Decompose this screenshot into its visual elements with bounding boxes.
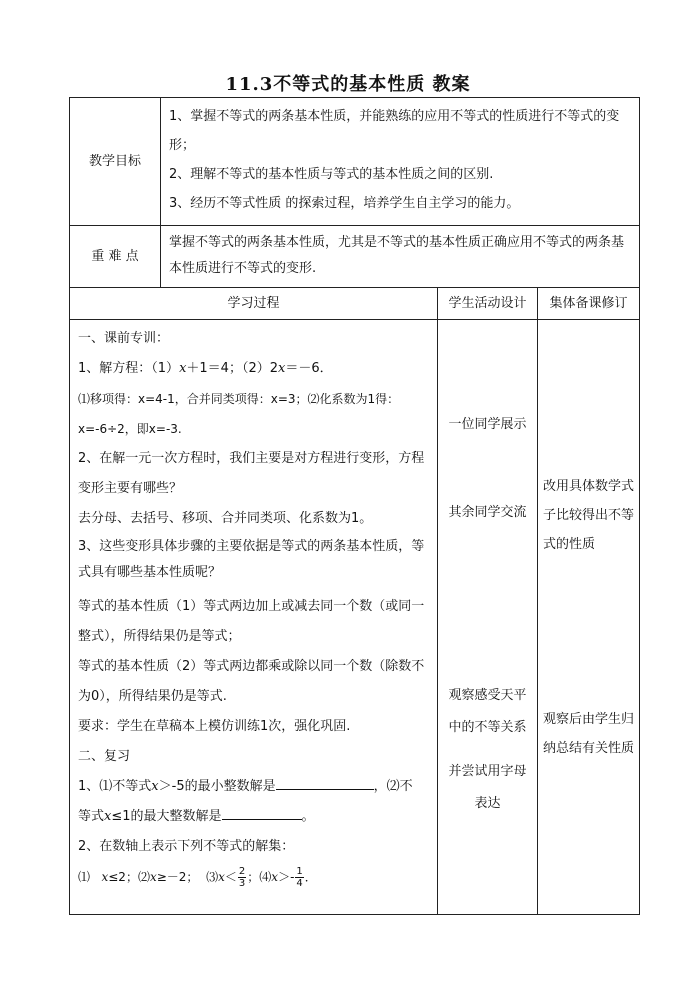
goal-item: 1、掌握不等式的两条基本性质，并能熟练的应用不等式的性质进行不等式的变形； bbox=[169, 109, 620, 153]
answer-2: 去分母、去括号、移项、合并同类项、化系数为1。 bbox=[78, 511, 373, 526]
equation-property-2: 等式的基本性质（2）等式两边都乘或除以同一个数（除数不为0），所得结果仍是等式. bbox=[78, 659, 425, 704]
question-2: 2、在解一元一次方程时，我们主要是对方程进行变形，方程变形主要有哪些？ bbox=[78, 451, 425, 496]
content-row bbox=[70, 320, 640, 915]
key-points-label: 重 难 点 bbox=[70, 226, 161, 288]
requirement: 要求：学生在草稿本上模仿训练1次，强化巩固. bbox=[78, 719, 351, 734]
key-points-row bbox=[70, 226, 640, 288]
page-title: 11.3不等式的基本性质 教案 bbox=[225, 74, 471, 95]
section-heading: 二、复习 bbox=[78, 749, 131, 764]
review-question-2: 2、在数轴上表示下列不等式的解集： bbox=[78, 839, 295, 854]
review-question-1-cont: 等式x≤1的最大整数解是 。 bbox=[78, 802, 429, 832]
goals-label: 教学目标 bbox=[70, 98, 161, 226]
goals-row bbox=[70, 98, 640, 226]
process-content bbox=[70, 320, 438, 915]
answer-blank[interactable] bbox=[222, 803, 302, 820]
goals-content bbox=[161, 98, 640, 226]
lesson-plan-table bbox=[69, 97, 640, 915]
goal-item: 3、经历不等式性质 的探索过程，培养学生自主学习的能力。 bbox=[169, 196, 520, 211]
key-points-content bbox=[161, 226, 640, 288]
revision-item: 观察后由学生归纳总结有关性质 bbox=[543, 712, 635, 756]
student-activity-item: 一位同学展示 bbox=[448, 417, 527, 432]
header-row bbox=[70, 288, 640, 320]
student-activity-item: 观察感受天平中的不等关系 bbox=[448, 688, 527, 735]
solution-line: ⑴移项得：x=4-1，合并同类项得：x=3；⑵化系数为1得： bbox=[78, 392, 400, 406]
header-student: 学生活动设计 bbox=[438, 288, 538, 320]
inequality-list: ⑴ x≤2；⑵x≥－2； ⑶x＜ $\frac{2}{3}$ ；⑷x＞- $\frac{1}{4}$ ． bbox=[78, 866, 317, 889]
fraction: $\frac{1}{4}$ bbox=[296, 866, 303, 889]
key-points-text: 掌握不等式的两条基本性质，尤其是不等式的基本性质正确应用不等式的两条基本性质进行不等式的变形. bbox=[169, 235, 625, 276]
student-activity-item: 并尝试用字母表达 bbox=[448, 764, 527, 811]
question-3: 3、这些变形具体步骤的主要依据是等式的两条基本性质，等式具有哪些基本性质呢？ bbox=[78, 539, 425, 580]
student-activity-item: 其余同学交流 bbox=[448, 505, 527, 520]
header-revision: 集体备课修订 bbox=[538, 288, 640, 320]
section-heading: 一、课前专训： bbox=[78, 331, 170, 346]
solution-line: x=-6÷2，即x=-3. bbox=[78, 422, 182, 436]
goal-item: 2、理解不等式的基本性质与等式的基本性质之间的区别. bbox=[169, 167, 494, 182]
revision-item: 改用具体数学式子比较得出不等式的性质 bbox=[543, 479, 635, 552]
solve-equations: 1、解方程：（1）x＋1＝4；（2）2x＝－6． bbox=[78, 361, 333, 376]
fraction: $\frac{2}{3}$ bbox=[238, 866, 246, 889]
review-question-1: 1、⑴不等式x＞-5的最小整数解是 ，⑵不 bbox=[78, 772, 429, 802]
student-activity bbox=[438, 320, 538, 915]
revision-notes bbox=[538, 320, 640, 915]
header-process: 学习过程 bbox=[70, 288, 438, 320]
answer-blank[interactable] bbox=[276, 773, 374, 790]
equation-property-1: 等式的基本性质（1）等式两边加上或减去同一个数（或同一整式），所得结果仍是等式； bbox=[78, 599, 425, 644]
